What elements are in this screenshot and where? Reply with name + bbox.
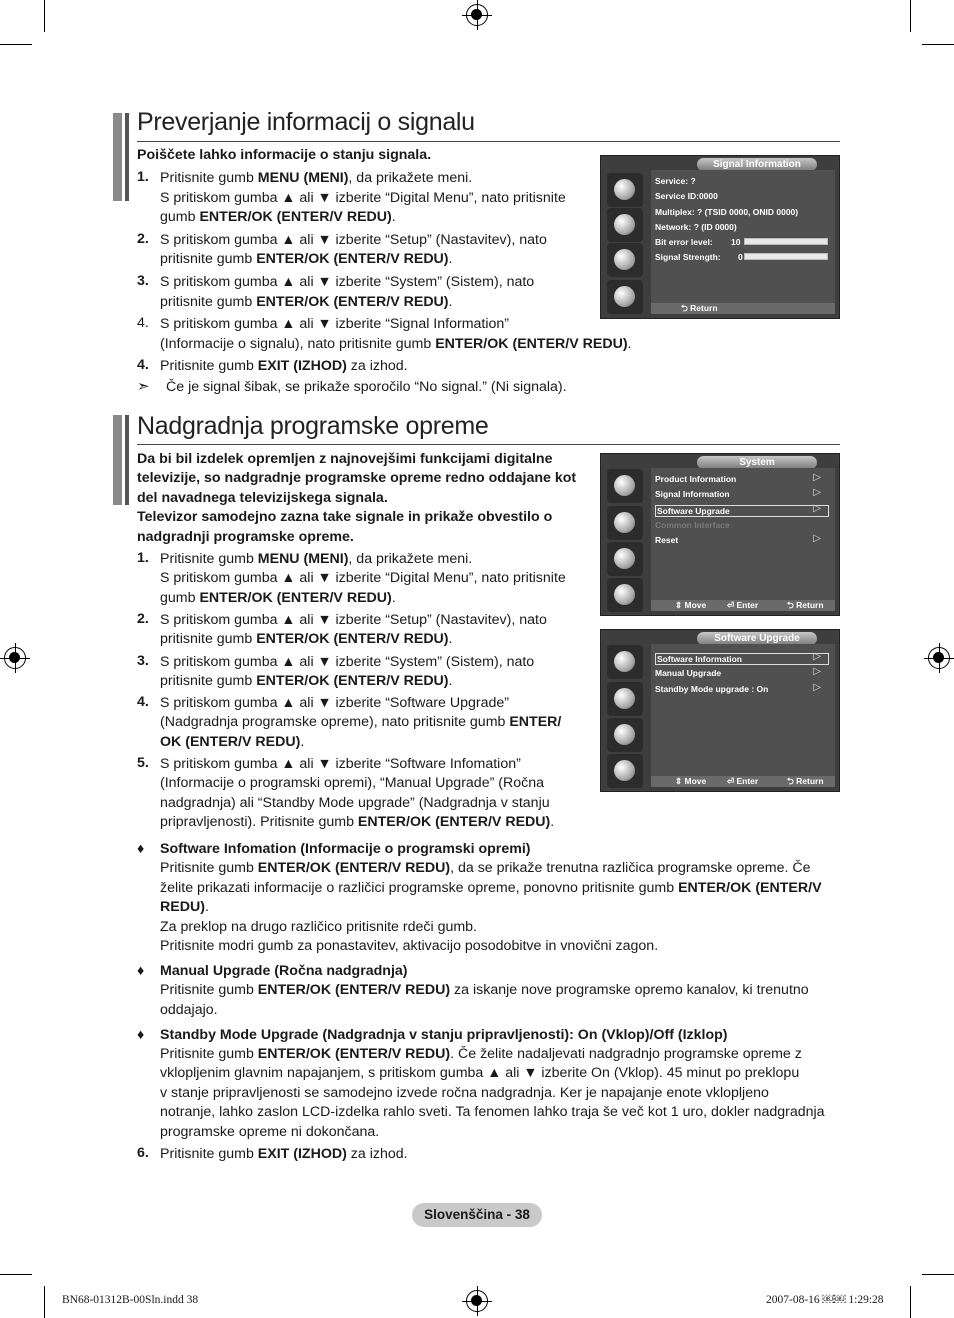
text-span: Za preklop na drugo različico pritisnite rdeči gumb. — [160, 918, 478, 935]
page-number-badge: Slovenščina - 38 — [412, 1203, 542, 1227]
bold-text: ENTER/OK (ENTER/V REDU) — [257, 1046, 451, 1062]
bullet-text — [160, 981, 809, 1000]
text-span: , da prikažete meni. — [348, 551, 473, 567]
text-span: S pritiskom gumba ▲ ali ▼ izberite “System” (Sistem), nato — [160, 653, 535, 670]
input-icon — [607, 578, 643, 612]
text-span: gumb — [160, 589, 200, 606]
move-hint: ⇕ Move — [675, 776, 707, 786]
text-span: oddajajo. — [160, 1001, 218, 1018]
text-span: . — [391, 589, 396, 606]
section-marker — [113, 415, 122, 505]
osd-title: Software Upgrade — [697, 632, 817, 645]
crop-mark — [0, 1274, 32, 1275]
crop-mark — [44, 1286, 45, 1318]
step-text — [160, 208, 396, 227]
chevron-right-icon: ▷ — [813, 487, 821, 499]
bullet-text — [160, 1045, 802, 1064]
osd-title: Signal Information — [697, 158, 817, 171]
step-text — [160, 335, 632, 354]
bullet-title: Standby Mode Upgrade (Nadgradnja v stanju pripravljenosti): On (Vklop)/Off (Izklop) — [160, 1026, 728, 1043]
osd-menu-item[interactable]: Software Information — [655, 653, 829, 665]
sound-icon — [607, 506, 643, 540]
osd-menu-item[interactable]: Signal Information — [655, 489, 730, 500]
bold-text: REDU) — [160, 899, 205, 916]
osd-menu-item[interactable]: Software Upgrade — [655, 505, 829, 517]
bullet-text — [160, 1123, 379, 1142]
step-text — [160, 569, 566, 588]
sound-icon — [607, 682, 643, 716]
section-marker — [125, 113, 129, 201]
text-span: pripravljenosti). Pritisnite gumb — [160, 813, 358, 830]
bold-text: ENTER/OK (ENTER/V REDU) — [256, 293, 449, 310]
step-number: 2. — [137, 610, 149, 627]
setup-gear-icon — [607, 718, 643, 752]
bold-text: ENTER/OK (ENTER/V REDU) — [257, 982, 451, 999]
step-number: 3. — [137, 273, 149, 289]
registration-mark-icon — [928, 647, 950, 669]
step-text — [160, 550, 472, 569]
bullet-text — [160, 1103, 825, 1122]
step-number: 1. — [137, 169, 149, 185]
osd-software-upgrade-menu — [600, 629, 840, 792]
section-heading: Nadgradnja programske opreme — [137, 412, 489, 440]
section-marker — [125, 415, 129, 505]
text-span: nadgradnja) ali “Standby Mode upgrade” (Nadgradnja v stanju — [160, 794, 550, 811]
move-hint: ⇕ Move — [675, 600, 707, 610]
bold-text: ENTER/OK (ENTER/V REDU) — [357, 813, 551, 830]
step-text — [160, 1145, 408, 1164]
text-span: Pritisnite gumb — [160, 551, 258, 567]
step-number: 4. — [137, 357, 149, 374]
intro-line: televizije, so nadgradnje programske opreme redno oddajane kot — [137, 470, 577, 487]
step-text — [160, 231, 547, 250]
bullet-text — [160, 859, 810, 878]
step-text — [160, 794, 550, 813]
text-span: . — [391, 209, 396, 226]
strength-value: 0 — [738, 252, 743, 262]
step-text — [160, 357, 408, 376]
text-span: Pritisnite gumb — [160, 982, 258, 999]
note-text: Če je signal šibak, se prikaže sporočilo “No signal.” (Ni signala). — [166, 379, 567, 395]
return-button[interactable]: ⮌ Return — [787, 776, 824, 786]
text-span: (Informacije o signalu), nato pritisnite gumb — [160, 335, 436, 352]
text-span: pritisnite gumb — [160, 672, 257, 689]
bold-text: MENU (MENI) — [257, 170, 349, 186]
text-span: . — [448, 293, 453, 310]
ber-label: Bit error level: — [655, 237, 713, 247]
step-text — [160, 694, 509, 713]
text-span: S pritiskom gumba ▲ ali ▼ izberite “Setup” (Nastavitev), nato — [160, 231, 547, 248]
text-span: , da prikažete meni. — [348, 170, 473, 186]
registration-mark-icon — [466, 4, 488, 26]
osd-footer — [651, 303, 835, 314]
bold-text: ENTER/OK (ENTER/V REDU) — [435, 335, 628, 352]
ber-value: 10 — [731, 237, 741, 247]
bold-text: ENTER/OK (ENTER/V REDU) — [257, 860, 451, 877]
file-name: BN68-01312B-00Sln.indd 38 — [62, 1294, 199, 1306]
step-text — [160, 293, 452, 312]
bullet-title: Manual Upgrade (Ročna nadgradnja) — [160, 962, 408, 979]
text-span: gumb — [160, 209, 200, 226]
crop-mark — [922, 44, 954, 45]
crop-mark — [0, 44, 32, 45]
return-button[interactable]: ⮌ Return — [681, 303, 718, 313]
step-number: 6. — [137, 1145, 149, 1161]
bullet-text — [160, 1084, 769, 1103]
text-span: Pritisnite gumb — [160, 860, 258, 877]
input-icon — [607, 280, 643, 314]
heading-rule — [137, 444, 840, 445]
osd-menu-item[interactable]: Manual Upgrade — [655, 668, 722, 679]
bullet-title: Software Infomation (Informacije o programski opremi) — [160, 841, 531, 857]
text-span: S pritiskom gumba ▲ ali ▼ izberite “Software Upgrade” — [160, 695, 510, 712]
text-span: S pritiskom gumba ▲ ali ▼ izberite “Digital Menu”, nato pritisnite — [160, 570, 566, 587]
step-number: 4. — [137, 694, 149, 711]
bold-text: ENTER/OK (ENTER/V REDU) — [256, 631, 449, 648]
step-text — [160, 672, 452, 691]
step-text — [160, 169, 472, 188]
text-span: za izhod. — [346, 1146, 408, 1162]
section-heading: Preverjanje informacij o signalu — [137, 108, 475, 136]
note-arrow-icon: ➣ — [137, 378, 150, 395]
step-text — [160, 611, 547, 630]
step-text — [160, 755, 521, 774]
text-span: . Če želite nadaljevati nadgradnjo programske opreme z — [450, 1046, 802, 1062]
strength-label: Signal Strength: — [655, 252, 721, 262]
bold-text: ENTER/OK (ENTER/V REDU) — [199, 589, 392, 606]
osd-menu-item[interactable]: Product Information — [655, 474, 737, 484]
bullet-text — [160, 937, 658, 956]
osd-row: Service: ? — [655, 176, 696, 186]
return-button[interactable]: ⮌ Return — [787, 600, 824, 610]
text-span: notranje, lahko zaslon LCD-izdelka rahlo sveti. Ta fenomen lahko traja še več kot 1 uro, dokler nadgradnja — [160, 1104, 825, 1121]
text-span: (Nadgradnja programske opreme), nato pritisnite gumb — [160, 714, 510, 731]
bullet-text — [160, 918, 477, 937]
step-text — [160, 589, 396, 608]
section-intro: Poiščete lahko informacije o stanju signala. — [137, 147, 432, 163]
text-span: v stanje pripravljenosti se samodejno izvede ročna nadgradnja. Ker je napajanje enote vklopljeno — [160, 1084, 769, 1101]
osd-menu-item: Common Interface — [655, 519, 730, 530]
bullet-text — [160, 879, 822, 898]
text-span: pritisnite gumb — [160, 293, 257, 310]
print-date: 2007-08-16 ￼￼ 1:29:28 — [766, 1294, 884, 1306]
text-span: . — [204, 899, 209, 916]
osd-footer — [651, 776, 835, 787]
bullet-text — [160, 898, 209, 917]
osd-menu-item[interactable]: Reset — [655, 535, 679, 546]
bold-text: ENTER/OK (ENTER/V REDU) — [256, 251, 449, 268]
text-span: S pritiskom gumba ▲ ali ▼ izberite “Setup” (Nastavitev), nato — [160, 611, 547, 628]
input-icon — [607, 754, 643, 788]
step-text — [160, 813, 554, 832]
enter-hint: ⏎ Enter — [727, 776, 759, 786]
text-span: . — [550, 813, 555, 830]
osd-system-menu — [600, 453, 840, 616]
text-span: (Informacije o programski opremi), “Manual Upgrade” (Ročna — [160, 775, 544, 792]
bold-text: ENTER/OK (ENTER/V — [678, 879, 822, 896]
text-span: . — [448, 672, 453, 689]
intro-line: Televizor samodejno zazna take signale in prikaže obvestilo o — [137, 509, 553, 526]
chevron-right-icon: ▷ — [813, 502, 821, 514]
text-span: želite prikazati informacije o različici programske opreme, ponovno pritisnite gumb — [160, 879, 679, 896]
step-text — [160, 653, 534, 672]
step-text — [160, 189, 566, 208]
osd-row: Multiplex: ? (TSID 0000, ONID 0000) — [655, 207, 799, 217]
osd-menu-item[interactable]: Standby Mode upgrade : On — [655, 683, 769, 694]
step-text — [160, 733, 304, 752]
ber-bar — [744, 238, 828, 245]
text-span: . — [448, 631, 453, 648]
crop-mark — [910, 1286, 911, 1318]
text-span: . — [448, 251, 453, 268]
bullet-diamond-icon: ♦ — [137, 962, 145, 979]
osd-footer — [651, 600, 835, 611]
intro-line: nadgradnji programske opreme. — [137, 528, 354, 545]
text-span: za izhod. — [346, 358, 408, 375]
text-span: S pritiskom gumba ▲ ali ▼ izberite “Digital Menu”, nato pritisnite — [160, 189, 566, 206]
step-text — [160, 630, 452, 649]
enter-hint: ⏎ Enter — [727, 600, 759, 610]
chevron-right-icon: ▷ — [813, 472, 821, 483]
text-span: Pritisnite gumb — [160, 358, 258, 375]
bold-text: MENU (MENI) — [257, 551, 349, 567]
strength-bar — [744, 253, 828, 260]
osd-signal-information — [600, 155, 840, 319]
step-text — [160, 713, 561, 732]
setup-gear-icon — [607, 542, 643, 576]
registration-mark-icon — [4, 647, 26, 669]
chevron-right-icon: ▷ — [813, 533, 821, 545]
text-span: vklopljenim glavnim napajanjem, s pritiskom gumba ▲ ali ▼ izberite On (Vklop). 45 minut po preklopu — [160, 1065, 800, 1082]
bullet-diamond-icon: ♦ — [137, 841, 145, 857]
text-span: Pritisnite gumb — [160, 1046, 258, 1062]
step-number: 3. — [137, 652, 149, 669]
text-span: Pritisnite modri gumb za ponastavitev, aktivacijo posodobitve in vnovični zagon. — [160, 938, 659, 954]
picture-icon — [607, 173, 643, 207]
text-span: , da se prikaže trenutna različica programske opreme. Če — [450, 860, 811, 877]
crop-mark — [44, 0, 45, 32]
step-text — [160, 250, 452, 269]
bold-text: OK (ENTER/V REDU) — [160, 733, 301, 750]
text-span: S pritiskom gumba ▲ ali ▼ izberite “System” (Sistem), nato — [160, 274, 535, 290]
text-span: Pritisnite gumb — [160, 1146, 258, 1162]
bullet-diamond-icon: ♦ — [137, 1026, 145, 1043]
step-number: 1. — [137, 550, 149, 566]
crop-mark — [910, 0, 911, 32]
bullet-text — [160, 1064, 799, 1083]
bold-text: ENTER/OK (ENTER/V REDU) — [256, 672, 449, 689]
step-number: 5. — [137, 755, 149, 771]
osd-pane — [651, 644, 835, 787]
picture-icon — [607, 645, 643, 679]
crop-mark — [922, 1274, 954, 1275]
picture-icon — [607, 469, 643, 503]
step-text — [160, 774, 544, 793]
text-span: . — [300, 733, 305, 750]
sound-icon — [607, 208, 643, 242]
setup-gear-icon — [607, 243, 643, 277]
text-span: pritisnite gumb — [160, 631, 257, 648]
bold-text: ENTER/ — [509, 714, 562, 731]
bold-text: EXIT (IZHOD) — [257, 358, 347, 375]
section-marker — [113, 113, 122, 201]
osd-row: Network: ? (ID 0000) — [655, 222, 737, 232]
step-text — [160, 315, 509, 334]
text-span: S pritiskom gumba ▲ ali ▼ izberite “Software Infomation” — [160, 756, 521, 772]
text-span: S pritiskom gumba ▲ ali ▼ izberite “Signal Information” — [160, 316, 510, 333]
text-span: . — [627, 335, 632, 352]
intro-line: Da bi bil izdelek opremljen z najnovejšimi funkcijami digitalne — [137, 451, 553, 467]
chevron-right-icon: ▷ — [813, 681, 821, 693]
bold-text: EXIT (IZHOD) — [257, 1146, 347, 1162]
osd-row: Service ID:0000 — [655, 191, 718, 201]
step-number: 4. — [137, 315, 149, 332]
text-span: programske opreme ni dokončana. — [160, 1123, 380, 1140]
chevron-right-icon: ▷ — [813, 666, 821, 678]
text-span: Pritisnite gumb — [160, 170, 258, 186]
chevron-right-icon: ▷ — [813, 651, 821, 662]
text-span: pritisnite gumb — [160, 251, 257, 268]
step-text — [160, 273, 534, 292]
heading-rule — [137, 141, 840, 142]
intro-line: del navadnega televizijskega signala. — [137, 489, 388, 506]
text-span: za iskanje nove programske opremo kanalov, ki trenutno — [450, 982, 809, 999]
registration-mark-icon — [466, 1290, 488, 1312]
osd-title: System — [697, 456, 817, 469]
bold-text: ENTER/OK (ENTER/V REDU) — [199, 209, 392, 226]
step-number: 2. — [137, 230, 149, 247]
bullet-text — [160, 1001, 218, 1020]
